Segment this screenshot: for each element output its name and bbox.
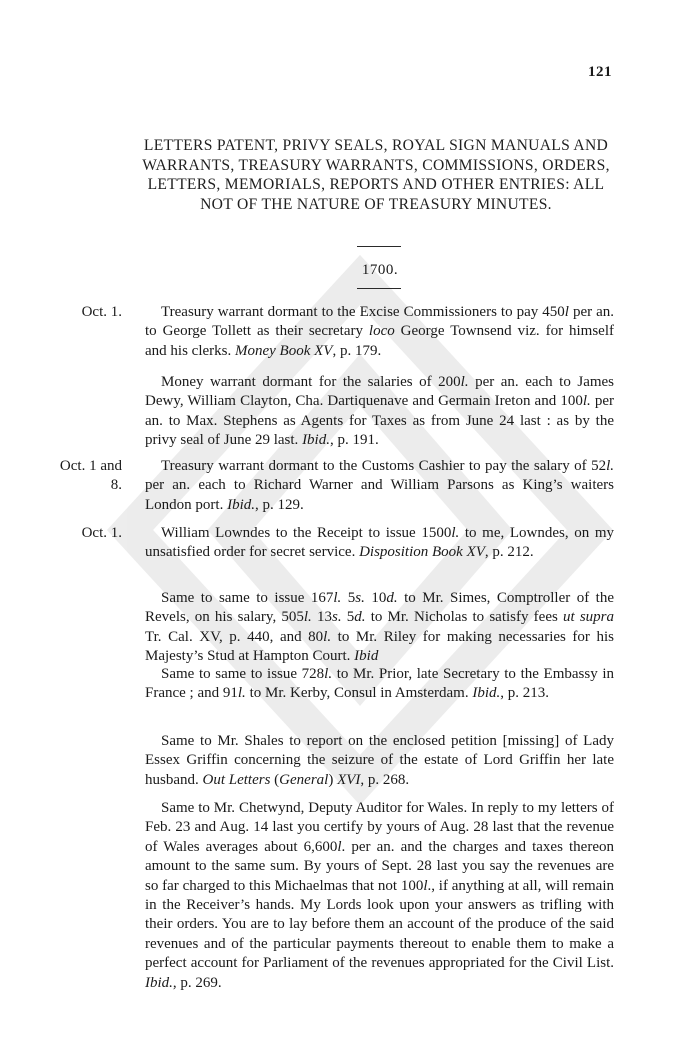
entry-date: Oct. 1 and 8. xyxy=(59,458,122,494)
entry-paragraph: Treasury warrant dormant to the Customs Cashier to pay the salary of 52l. per an. each to Richard Warner and William Parsons as King’s waiters London port. Ibid., p. 129. xyxy=(145,458,614,513)
entry-date: Oct. 1. xyxy=(81,525,122,541)
entry-paragraph: William Lowndes to the Receipt to issue 1500l. to me, Lowndes, on my unsatisfied order for secret service. Disposition Book XV, p. 212. xyxy=(145,525,615,561)
entry-paragraph: Money warrant dormant for the salaries of 200l. per an. each to James Dewy, William Clayton, Cha. Dartiquenave and Germain Ireton and 100l. per an. to Max. Stephens as Agents for Taxes as from June 24 last : as by the privy seal of June 29 last. Ibid., p. 191. xyxy=(145,374,615,449)
page-title: LETTERS PATENT, PRIVY SEALS, ROYAL SIGN MANUALS AND WARRANTS, TREASURY WARRANTS, COMMISSIONS, ORDERS, LETTERS, MEMORIALS, REPORTS AND OTHER ENTRIES: ALL NOT OF THE NATURE OF TREASURY MINUTES. xyxy=(142,137,610,213)
divider-bottom xyxy=(357,288,401,289)
page-number: 121 xyxy=(588,64,612,80)
divider-top xyxy=(357,246,401,247)
year-heading: 1700. xyxy=(361,262,399,278)
entry-paragraph: Same to same to issue 728l. to Mr. Prior, late Secretary to the Embassy in France ; and 91l. to Mr. Kerby, Consul in Amsterdam. Ibid., p. 213. xyxy=(145,666,614,702)
entry-paragraph: Same to same to issue 167l. 5s. 10d. to Mr. Simes, Comptroller of the Revels, on his salary, 505l. 13s. 5d. to Mr. Nicholas to satisfy fees ut supra Tr. Cal. XV, p. 440, and 80l. to Mr. Riley for making necessaries for his Majesty’s Stud at Hampton Court. Ibid xyxy=(145,590,615,665)
entry-paragraph: Same to Mr. Chetwynd, Deputy Auditor for Wales. In reply to my letters of Feb. 23 and Aug. 14 last you certify by yours of Aug. 28 last that the revenue of Wales averages about 6,600l. per an. and the charges and taxes thereon amount to the same sum. By yours of Sept. 28 last you say the revenues are so far charged to this Michaelmas that not 100l., if anything at all, will remain in the Receiver’s hands. My Lords look upon your answers as trifling with their orders. You are to lay before them an account of the produce of the said revenues and of the particular payments thereout to enable them to make a perfect account for Parliament of the revenues appropriated for the Civil List. Ibid., p. 269. xyxy=(145,800,614,991)
entry-paragraph: Same to Mr. Shales to report on the enclosed petition [missing] of Lady Essex Griffin concerning the seizure of the estate of Lord Griffin her late husband. Out Letters (General) XVI, p. 268. xyxy=(145,733,614,788)
entry-date: Oct. 1. xyxy=(81,304,122,320)
entry-paragraph: Treasury warrant dormant to the Excise Commissioners to pay 450l per an. to George Tollett as their secretary loco George Townsend viz. for himself and his clerks. Money Book XV, p. 179. xyxy=(145,304,615,359)
